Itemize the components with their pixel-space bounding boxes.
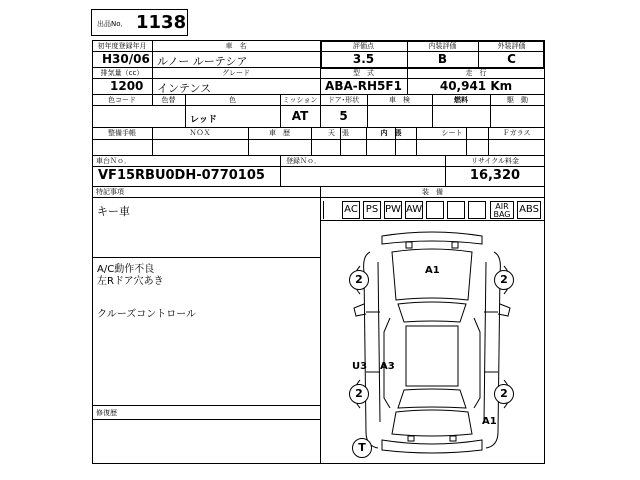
doors-header: ドア･形状 xyxy=(327,96,360,104)
score-value: 3.5 xyxy=(352,52,375,66)
cc-header: 排気量（cc） xyxy=(100,69,144,77)
mission-header: ミッション xyxy=(282,96,318,104)
equipment-label: 装 備 xyxy=(422,188,443,196)
cc-value: 1200 xyxy=(110,79,144,93)
seat-label: シート xyxy=(441,129,463,137)
lot-number: 1138 xyxy=(136,12,187,33)
special-value: キー車 xyxy=(97,205,130,218)
nox-label: ＮＯＸ xyxy=(189,129,211,137)
lot-label: 出品No． xyxy=(97,20,128,28)
grade-value: インテンス xyxy=(157,82,212,95)
mark-rear-bumper: A1 xyxy=(482,416,497,427)
drive-header: 駆 動 xyxy=(507,96,528,104)
reg-header: 初年度登録年月 xyxy=(97,42,147,50)
reg-no-header: 登録Ｎｏ． xyxy=(286,157,321,165)
vin-header: 車台Ｎｏ． xyxy=(96,157,131,165)
recycle-header: リサイクル料金 xyxy=(470,157,520,165)
mission-value: AT xyxy=(291,109,309,123)
equip-blank-2 xyxy=(447,201,465,219)
equip-pw: PW xyxy=(384,201,402,219)
spare-tire-badge: T xyxy=(352,438,372,458)
fuel-header: 燃料 xyxy=(454,96,468,104)
interior-value: B xyxy=(437,52,448,66)
color-code-header: 色コード xyxy=(108,96,136,104)
interior-panel-label: 内 張 xyxy=(380,129,402,137)
note-line-3: クルーズコントロール xyxy=(97,309,196,320)
color-swap-header: 色替 xyxy=(161,96,176,104)
glass-label: Ｆガラス xyxy=(502,129,531,137)
color-value: レッド xyxy=(190,115,217,125)
mark-left-rear-door-u: U3 xyxy=(352,361,368,372)
grade-header: グレード xyxy=(222,69,250,77)
mileage-header: 走 行 xyxy=(465,69,487,77)
roof-label: 天 張 xyxy=(328,129,349,137)
exterior-value: C xyxy=(507,52,516,66)
vin-value: VF15RBU0DH-0770105 xyxy=(98,168,265,183)
repair-label: 修復歴 xyxy=(96,409,117,417)
name-header: 車 名 xyxy=(225,42,247,50)
doors-value: 5 xyxy=(339,109,348,123)
manual-label: 整備手帳 xyxy=(108,129,136,137)
model-header: 型 式 xyxy=(353,69,374,77)
wheel-badge-rear-right: 2 xyxy=(494,384,514,404)
mark-left-rear-door-a: A3 xyxy=(380,361,395,372)
history-label: 車 歴 xyxy=(269,129,290,137)
recycle-value: 16,320 xyxy=(469,168,521,183)
equip-abs: ABS xyxy=(517,201,541,219)
score-header: 評価点 xyxy=(353,42,374,50)
reg-value: H30/06 xyxy=(102,52,150,66)
color-header: 色 xyxy=(229,96,236,104)
note-line-1: A/C動作不良 xyxy=(97,264,155,275)
equip-blank-3 xyxy=(468,201,486,219)
special-label: 特記事項 xyxy=(96,188,124,196)
model-value: ABA-RH5F1 xyxy=(325,79,402,93)
equip-ps: PS xyxy=(363,201,381,219)
interior-header: 内装評価 xyxy=(428,42,457,50)
name-value: ルノー ルーテシア xyxy=(157,55,248,68)
inspection-header: 車 検 xyxy=(389,96,410,104)
wheel-badge-rear-left: 2 xyxy=(349,384,369,404)
exterior-header: 外装評価 xyxy=(497,42,526,50)
equip-ac: AC xyxy=(342,201,360,219)
equip-airbag: AIR BAG xyxy=(490,201,514,219)
car-diagram xyxy=(320,222,545,464)
wheel-badge-front-left: 2 xyxy=(349,270,369,290)
lot-box xyxy=(91,9,188,36)
equip-aw: AW xyxy=(405,201,423,219)
mark-hood: A1 xyxy=(425,265,440,276)
wheel-badge-front-right: 2 xyxy=(494,270,514,290)
equip-blank-1 xyxy=(426,201,444,219)
note-line-2: 左Rドア穴あき xyxy=(97,276,164,287)
mileage-value: 40,941 Km xyxy=(439,79,513,93)
